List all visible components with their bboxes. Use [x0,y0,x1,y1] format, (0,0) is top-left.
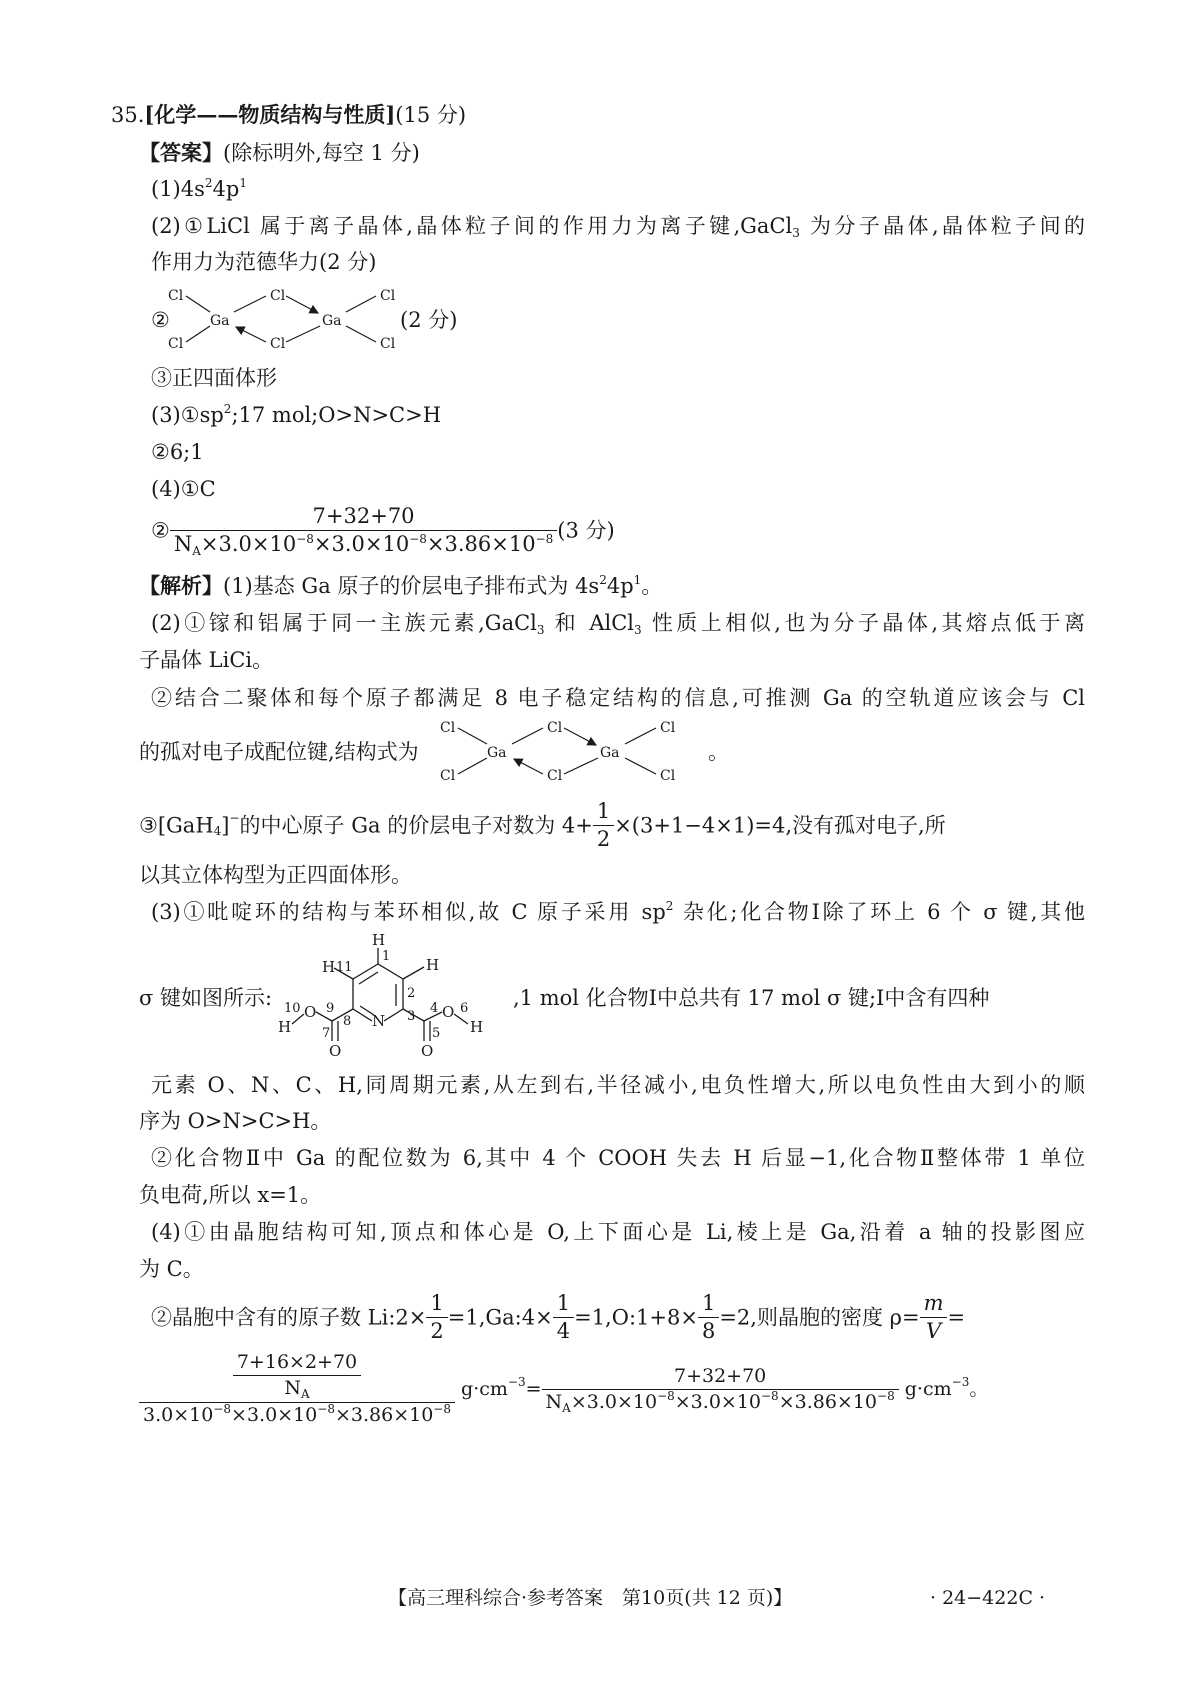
pyridine-dicarboxylic-acid-structure [270,928,502,1066]
ga-label: Ga [487,745,507,761]
mol-o-left: O [304,1003,317,1021]
ga-label: Ga [210,313,230,329]
analysis-3-line2: 的孤对电子成配位键,结构式为 [139,740,419,764]
answer-note: (除标明外,每空 1 分) [223,141,420,165]
cl-label: Cl [440,768,456,784]
analysis-2-line1: (2)①镓和铝属于同一主族元素,GaCl$_3$ 和 AlCl$_3$ 性质上相似,也为分子晶体,其熔点低于离 [151,611,1085,637]
answer-4-2: ② $\frac{7+32+70}{N_A\times 3.0\times 10^{-8}\times 3.0\times 10^{-8}\times 3.86\times 10^{-8}}$ (3 分) [151,504,615,558]
ga-label: Ga [322,313,342,329]
cl-label: Cl [547,720,563,736]
answer-2-2-label: ② [151,308,170,332]
mol-h-right-bottom: H [470,1018,484,1036]
analysis-6-line1: ②化合物Ⅱ中 Ga 的配位数为 6,其中 4 个 COOH 失去 H 后显−1,化合物Ⅱ整体带 1 单位 [151,1146,1085,1170]
mol-o-right: O [442,1003,455,1021]
bond-num-5: 5 [432,1026,441,1041]
analysis-5-line4: 序为 O>N>C>H。 [139,1109,332,1133]
analysis-2-line2: 子晶体 LiCi。 [139,648,274,672]
analysis-7-line1: (4)①由晶胞结构可知,顶点和体心是 O,上下面心是 Li,棱上是 Ga,沿着 a 轴的投影图应 [151,1220,1085,1244]
mol-o-left-bottom: O [329,1042,342,1060]
ga2cl6-structure-analysis [432,714,702,790]
density-inner-fraction: $\frac{7+16\times 2+70}{N_A}$ [233,1353,361,1398]
analysis-5-line2a: σ 键如图所示: [139,986,273,1010]
answer-1: $(1)4s^24p^1$ [151,176,247,201]
mol-h-left: H [322,958,336,976]
ga-label: Ga [600,745,620,761]
analysis-5-line1: (3)①吡啶环的结构与苯环相似,故 C 原子采用 $sp^2$ 杂化;化合物Ⅰ除了环上 6 个 σ 键,其他 [151,899,1085,924]
cl-label: Cl [270,288,286,304]
analysis-5-line3: 元素 O、N、C、H,同周期元素,从左到右,半径减小,电负性增大,所以电负性由大到小的顺 [151,1073,1085,1097]
cl-label: Cl [547,768,563,784]
answer-2-2-points: (2 分) [400,308,458,332]
question-points: (15 分) [395,103,467,127]
mol-h-top: H [372,931,386,949]
analysis-tag: 【解析】 [139,573,223,598]
analysis-4-line1: ③[GaH$_4$]−的中心原子 Ga 的价层电子对数为 4+ $\frac{1}{2}$ ×(3+1−4×1)=4,没有孤对电子,所 [139,799,946,851]
question-heading [111,100,466,130]
cl-label: Cl [660,768,676,784]
mol-n: N [372,1012,386,1030]
question-title: [化学——物质结构与性质] [144,102,396,127]
bond-num-11: 11 [336,960,353,975]
cl-label: Cl [168,288,184,304]
density-fraction-final: $\frac{7+32+70}{N_A\times 3.0\times 10^{-8}\times 3.0\times 10^{-8}\times 3.86\times 10^{-8}}$ [542,1367,899,1412]
bond-num-3: 3 [407,1009,416,1024]
footer-code: · 24−422C · [930,1587,1046,1609]
answer-4-1: (4)①C [151,477,216,501]
bond-num-2: 2 [407,986,416,1001]
answer-2-1-line2: 作用力为范德华力(2 分) [151,250,377,274]
bond-num-8: 8 [343,1014,352,1029]
analysis-5-line2b: ,1 mol 化合物Ⅰ中总共有 17 mol σ 键;Ⅰ中含有四种 [513,986,990,1010]
answer-heading [139,138,420,168]
mol-h-right: H [426,956,440,974]
answer-3-1: $(3)①sp^2;17$ mol;O>N>C>H [151,402,442,427]
analysis-3-end: 。 [708,740,729,764]
analysis-4-line2: 以其立体构型为正四面体形。 [139,863,412,887]
cl-label: Cl [380,288,396,304]
cl-label: Cl [168,336,184,352]
answer-tag: 【答案】 [139,140,223,165]
ga2cl6-structure-answer [160,282,430,358]
cl-label: Cl [660,720,676,736]
fraction-ga: $\frac{1}{4}$ [553,1293,574,1342]
question-number: 35. [111,103,145,127]
answer-2-3: ③正四面体形 [151,366,277,390]
density-fraction-compound: $\frac{\frac{7+16\times 2+70}{N_A}}{3.0\times 10^{-8}\times 3.0\times 10^{-8}\times 3.86\times 10^{-8}}$ [139,1353,455,1425]
analysis-9-equation: $\frac{\frac{7+16\times 2+70}{N_A}}{3.0\times 10^{-8}\times 3.0\times 10^{-8}\times 3.86\times 10^{-8}}$ $g\cdot cm^{-3}=$ $\frac{7+32+70}{N_A\times 3.0\times 10^{-8}\times 3.0\times 10^{-8}\times 3.86\times 10^{-8}}$ $g\cdot cm^{-3}$。 [139,1353,988,1425]
answer-3-2: ②6;1 [151,440,204,464]
analysis-3-line1: ②结合二聚体和每个原子都满足 8 电子稳定结构的信息,可推测 Ga 的空轨道应该会与 Cl [151,686,1085,710]
fraction-m-over-v: $\frac{m}{V}$ [920,1293,948,1342]
bond-num-6: 6 [460,1001,469,1016]
mol-o-right-bottom: O [421,1042,434,1060]
analysis-6-line2: 负电荷,所以 x=1。 [139,1183,322,1207]
bond-num-4: 4 [430,1001,439,1016]
bond-num-1: 1 [382,949,391,964]
footer-page-info: 【高三理科综合·参考答案 第10页(共 12 页)】 [388,1587,793,1609]
fraction-li: $\frac{1}{2}$ [426,1293,447,1342]
bond-num-10: 10 [284,1001,301,1016]
cl-label: Cl [270,336,286,352]
bond-num-9: 9 [326,1001,335,1016]
cl-label: Cl [440,720,456,736]
cl-label: Cl [380,336,396,352]
analysis-7-line2: 为 C。 [139,1257,204,1281]
bond-num-7: 7 [322,1026,331,1041]
answer-2-1-line1: (2)①LiCl 属于离子晶体,晶体粒子间的作用力为离子键,GaCl$_3$ 为分子晶体,晶体粒子间的 [151,214,1085,240]
fraction-half: $\frac{1}{2}$ [593,801,614,850]
density-fraction: $\frac{7+32+70}{N_A\times 3.0\times 10^{-8}\times 3.0\times 10^{-8}\times 3.86\times 10^{-8}}$ [170,506,557,555]
mol-h-left-bottom: H [278,1018,292,1036]
analysis-8-line1: ②晶胞中含有的原子数 Li:2× $\frac{1}{2}$ =1,Ga:4× $\frac{1}{4}$ =1,O:1+8× $\frac{1}{8}$ =2,则晶胞的密度 ρ= $\frac{m}{V}$ = [151,1291,966,1343]
fraction-o: $\frac{1}{8}$ [698,1293,719,1342]
analysis-1: 【解析】(1)基态 Ga 原子的价层电子排布式为 $4s^24p^1$。 [139,573,663,598]
